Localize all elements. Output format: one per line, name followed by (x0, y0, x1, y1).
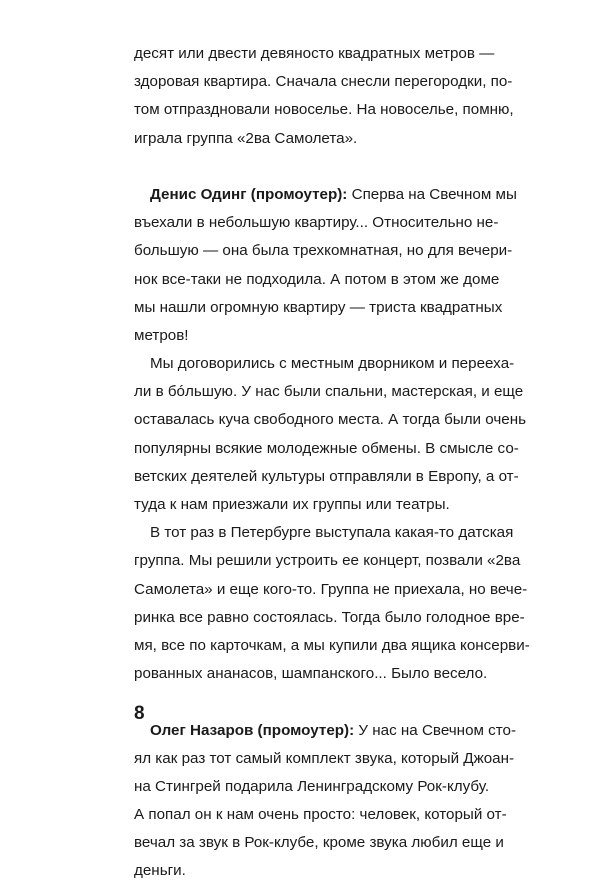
text-line: большую — она была трехкомнатная, но для вечери- (134, 242, 513, 260)
text-line: рованных ананасов, шампанского... Было весело. (134, 665, 488, 683)
paragraph-gap (134, 153, 470, 181)
text-line (134, 717, 517, 745)
paragraph-denis-oding (134, 181, 517, 350)
paragraph (134, 350, 527, 519)
paragraph (134, 519, 530, 688)
text-line: нок все-таки не подходила. А потом в этом же доме (134, 270, 500, 288)
text-line: Самолета» и еще кого-то. Группа не приехала, но вече- (134, 580, 528, 598)
text-line: десят или двести девяносто квадратных метров — (134, 45, 495, 62)
text-line: здоровая квартира. Сначала снесли перегородки, по- (134, 73, 513, 91)
text-line: метров! (134, 326, 189, 344)
text-line: популярны всякие молодежные обмены. В смысле со- (134, 439, 519, 457)
paragraph-oleg-nazarov (134, 717, 517, 886)
text-line: оставалась куча свободного места. А тогда были очень (134, 411, 527, 429)
text-line: въехали в небольшую квартиру... Относительно не- (134, 214, 499, 232)
text-fragment: У нас на Свечном сто- (354, 721, 517, 739)
text-line: А попал он к нам очень просто: человек, который от- (134, 806, 507, 824)
paragraph (134, 40, 514, 153)
text-line: играла группа «2ва Самолета». (134, 129, 358, 147)
text-line: группа. Мы решили устроить ее концерт, позвали «2ва (134, 552, 521, 570)
text-line: ринка все равно состоялась. Тогда было голодное вре- (134, 608, 525, 626)
text-line: деньги. (134, 862, 186, 880)
text-line: на Стингрей подарила Ленинградскому Рок-клубу. (134, 777, 490, 795)
text-line: мы нашли огромную квартиру — триста квадратных (134, 298, 503, 316)
text-line: том отпраздновали новоселье. На новоселье, помню, (134, 101, 514, 119)
text-line: Мы договорились с местным дворником и переехa- (150, 355, 515, 373)
text-line: туда к нам приезжали их группы или театры. (134, 496, 450, 513)
text-line: ял как раз тот самый комплект звука, который Джоан- (134, 749, 515, 767)
page-number: 8 (134, 703, 145, 724)
text-line: ветских деятелей культуры отправляли в Европу, а от- (134, 467, 519, 485)
text-fragment: Сперва на Свечном мы (347, 185, 517, 203)
paragraph-gap (134, 688, 470, 716)
speaker-name: Олег Назаров (промоутер): (150, 721, 355, 739)
text-line: вечал за звук в Рок-клубе, кроме звука любил еще и (134, 834, 504, 852)
text-line (134, 181, 517, 209)
text-line: ли в бóльшую. У нас были спальни, мастерская, и еще (134, 383, 524, 401)
text-line: мя, все по карточкам, а мы купили два ящика консерви- (134, 636, 530, 654)
book-page-text (134, 40, 530, 886)
speaker-name: Денис Одинг (промоутер): (150, 185, 348, 203)
text-line: В тот раз в Петербурге выступала какая-то датская (150, 524, 514, 542)
